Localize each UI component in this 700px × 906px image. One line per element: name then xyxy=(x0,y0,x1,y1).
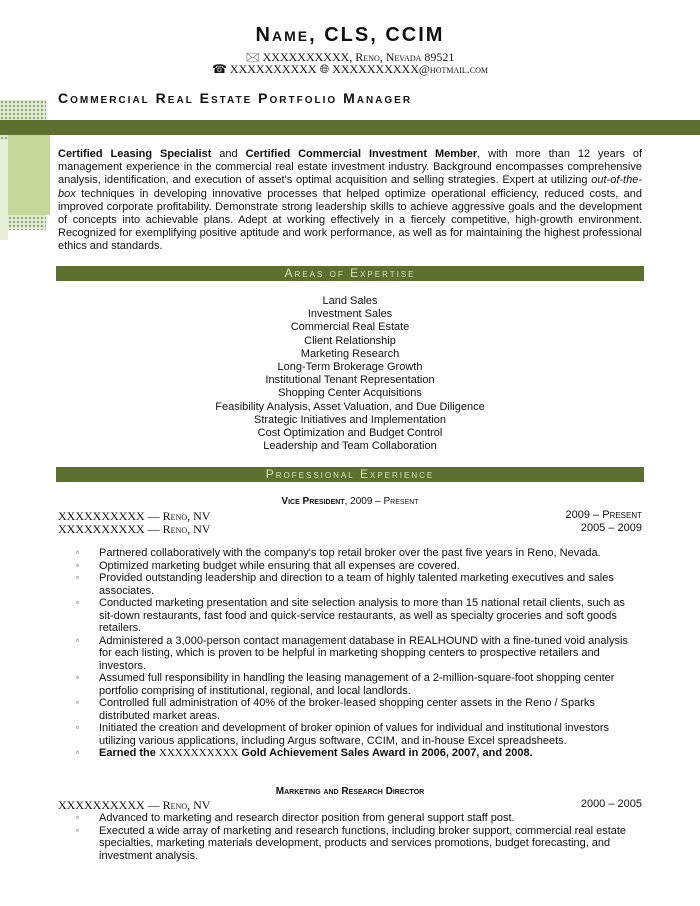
credential-1: Certified Leasing Specialist xyxy=(58,148,212,160)
employer-row xyxy=(58,798,642,812)
email-text[interactable]: XXXXXXXXXX@hotmail.com xyxy=(332,62,489,76)
expertise-item: Land Sales xyxy=(322,295,378,307)
role-title-marketing-director xyxy=(0,786,700,797)
list-item xyxy=(72,547,642,560)
employer-location: — Reno, NV xyxy=(144,509,211,523)
list-item xyxy=(72,560,642,573)
bullet-text: Conducted marketing presentation and site selection analysis to more than 15 national retail clients, such as sit-down restaurants, fast food and quick-service restaurants, as well as specialty groceries and soft goods retailers. xyxy=(99,597,625,634)
list-item xyxy=(72,672,642,697)
candidate-name: Name, CLS, CCIM xyxy=(255,24,445,46)
decorative-pale-block xyxy=(0,140,8,240)
square-bullet-icon: ▫ xyxy=(76,673,79,682)
square-bullet-icon: ▫ xyxy=(76,560,79,570)
list-item xyxy=(72,812,642,825)
marketing-director-achievements xyxy=(72,812,642,862)
bullet-text: Controlled full administration of 40% of the broker-leased shopping center assets in the Reno / Sparks distributed market areas. xyxy=(99,697,595,722)
bullet-text: Provided outstanding leadership and direction to a team of highly talented marketing executives and sales associates. xyxy=(99,572,614,597)
summary-part-1: , with more than 12 years of management experience in the commercial real estate investment industry. Background encompasses comprehensive analysis, identification, and execution of asset's optimal acquisition and selling strategies. Expert at utilizing xyxy=(58,148,643,187)
phone-icon: ☎ xyxy=(211,62,227,76)
employer-name: XXXXXXXXXX xyxy=(58,522,145,536)
vice-president-achievements xyxy=(72,547,642,760)
employer-name: XXXXXXXXXX xyxy=(58,798,145,812)
employment-dates: 2000 – 2005 xyxy=(580,798,642,810)
phone-text: XXXXXXXXXX xyxy=(229,62,317,76)
phone-email-line xyxy=(0,62,700,77)
role-title-text: Vice President xyxy=(281,496,345,507)
address-text: XXXXXXXXXX, Reno, Nevada 89521 xyxy=(262,50,455,64)
globe-icon: 🌐︎ xyxy=(319,62,330,76)
summary-part-2: techniques in developing innovative processes that helped optimize operational efficiency, reduced costs, and improved corporate profitability. Demonstrate strong leadership skills to achieve aggressive goals and the development of concepts into achievable plans. Adept at working effectively in a fiercely competitive, high-growth environment. Recognized for exemplifying positive aptitude and work performance, as well as for maintaining the highest professional ethics and standards. xyxy=(58,187,642,253)
employer-row xyxy=(58,522,642,536)
section-heading-expertise: Areas of Expertise xyxy=(56,266,644,281)
summary-italic: out-of-the-box xyxy=(58,174,643,200)
bullet-text: Initiated the creation and development of broker opinion of values for individual and institutional investors utilizing various applications, including Argus software, CCIM, and in-house Excel spreadsheets. xyxy=(99,722,609,747)
credential-2: Certified Commercial Investment Member xyxy=(245,148,478,160)
award-suffix: Gold Achievement Sales Award in 2006, 2007, and 2008. xyxy=(238,747,533,759)
list-item xyxy=(72,697,642,722)
expertise-item: Cost Optimization and Budget Control xyxy=(257,427,443,440)
expertise-item: Commercial Real Estate xyxy=(290,321,410,334)
employer-row xyxy=(58,509,642,523)
expertise-item: Feasibility Analysis, Asset Valuation, and Due Diligence xyxy=(215,400,485,413)
job-title: Commercial Real Estate Portfolio Manager xyxy=(58,90,413,106)
expertise-item: Investment Sales xyxy=(307,308,393,321)
expertise-item: Leadership and Team Collaboration xyxy=(263,440,437,453)
list-item xyxy=(72,635,642,673)
bullet-text: Advanced to marketing and research director position from general support staff post. xyxy=(99,812,515,824)
expertise-item: Shopping Center Acquisitions xyxy=(278,387,422,400)
square-bullet-icon: ▫ xyxy=(76,698,79,707)
square-bullet-icon: ▫ xyxy=(76,573,79,582)
list-item xyxy=(72,722,642,747)
expertise-item: Marketing Research xyxy=(300,347,400,360)
employer-location: — Reno, NV xyxy=(144,798,211,812)
square-bullet-icon: ▫ xyxy=(76,825,79,835)
employer-location: — Reno, NV xyxy=(144,522,211,536)
professional-summary xyxy=(58,148,642,254)
square-bullet-icon: ▫ xyxy=(76,748,79,757)
bullet-text: Executed a wide array of marketing and research functions, including broker support, commercial real estate specialties, marketing materials development, products and services promotions, budget forecasting, and investment analysis. xyxy=(99,824,627,862)
square-bullet-icon: ▫ xyxy=(76,548,79,557)
decorative-light-block xyxy=(8,135,50,215)
employment-dates: 2005 – 2009 xyxy=(580,522,642,534)
list-item xyxy=(72,597,642,635)
square-bullet-icon: ▫ xyxy=(76,598,79,607)
role-title-vice-president xyxy=(0,496,700,507)
expertise-item: Institutional Tenant Representation xyxy=(265,374,435,387)
square-bullet-icon: ▫ xyxy=(76,723,79,732)
square-bullet-icon: ▫ xyxy=(76,635,79,645)
employer-name: XXXXXXXXXX xyxy=(58,509,145,523)
bullet-text: Partnered collaboratively with the company's top retail broker over the past five years in Reno, Nevada. xyxy=(99,547,601,559)
bullet-text: Administered a 3,000-person contact management database in REALHOUND with a fine-tuned void analysis for each listing, which is proven to be helpful in marketing shopping centers to prospective retailers and investors. xyxy=(99,634,628,672)
award-prefix: Earned the xyxy=(99,747,159,759)
expertise-list xyxy=(56,295,644,453)
list-item xyxy=(72,825,642,863)
list-item xyxy=(72,572,642,597)
expertise-item: Client Relationship xyxy=(304,334,396,347)
summary-and: and xyxy=(219,148,238,160)
list-item xyxy=(72,747,642,760)
envelope-icon: 🖂 xyxy=(245,50,260,64)
role-dates: , 2009 – Present xyxy=(344,496,419,507)
bullet-text: Optimized marketing budget while ensuring that all expenses are covered. xyxy=(99,559,460,572)
expertise-item: Strategic Initiatives and Implementation xyxy=(254,413,446,426)
square-bullet-icon: ▫ xyxy=(76,813,79,822)
award-name: XXXXXXXXXX xyxy=(158,747,239,759)
employment-dates: 2009 – Present xyxy=(565,509,642,521)
award-text xyxy=(99,747,533,759)
header-divider-bar xyxy=(0,120,700,135)
expertise-item: Long-Term Brokerage Growth xyxy=(277,361,423,374)
section-heading-experience: Professional Experience xyxy=(56,467,644,482)
bullet-text: Assumed full responsibility in handling the leasing management of a 2-million-square-foot shopping center portfolio comprising of institutional, regional, and local landlords. xyxy=(99,672,615,697)
role-title-text: Marketing and Research Director xyxy=(275,786,425,797)
